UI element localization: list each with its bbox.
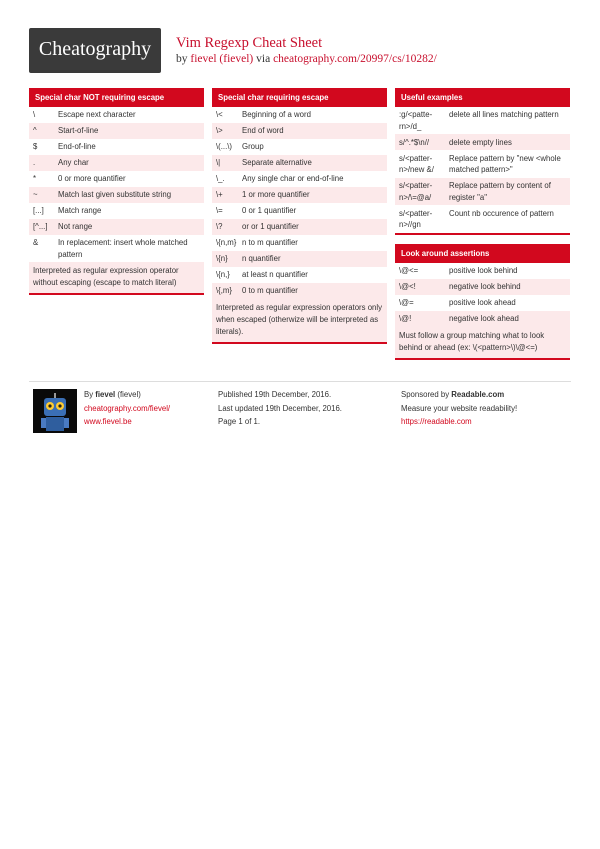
- table-row: [212, 251, 387, 267]
- row-key: .: [33, 158, 36, 168]
- column-3: [395, 88, 570, 369]
- row-value: Group: [242, 142, 264, 152]
- row-value: at least n quantifier: [242, 270, 308, 280]
- row-key: \{n,m}: [216, 238, 237, 248]
- row-key: :g/<pattern>/d_: [399, 110, 433, 131]
- row-key: \{n,}: [216, 270, 230, 280]
- section-title: Special char NOT requiring escape: [29, 88, 204, 107]
- row-key: \?: [216, 222, 223, 232]
- table-rows: [29, 107, 204, 262]
- row-key: [^...]: [33, 222, 48, 232]
- row-value: negative look ahead: [449, 314, 519, 324]
- section-not-escape: [29, 88, 204, 295]
- section-note: Interpreted as regular expression operator without escaping (escape to match literal): [29, 262, 204, 293]
- row-value: Replace pattern by content of register "a": [449, 181, 551, 202]
- table-rows: [212, 107, 387, 299]
- footer-author-name: fievel: [95, 390, 116, 399]
- table-row: [212, 171, 387, 187]
- row-value: positive look behind: [449, 266, 518, 276]
- table-row: [395, 205, 570, 232]
- row-key: *: [33, 174, 37, 184]
- table-row: [29, 139, 204, 155]
- row-value: Any single char or end-of-line: [242, 174, 344, 184]
- table-rows: [395, 107, 570, 233]
- row-value: End-of-line: [58, 142, 96, 152]
- row-key: s/^.*$\n//: [399, 137, 430, 147]
- table-row: [395, 178, 570, 205]
- column-2: [212, 88, 387, 353]
- table-row: [212, 219, 387, 235]
- footer-by: By: [84, 390, 94, 399]
- table-row: [29, 235, 204, 262]
- row-key: ~: [33, 190, 38, 200]
- row-key: \_.: [216, 174, 225, 184]
- row-key: \@!: [399, 314, 412, 324]
- table-rows: [395, 263, 570, 327]
- footer-sponsor-name: Readable.com: [451, 390, 505, 399]
- row-value: End of word: [242, 126, 284, 136]
- table-row: [395, 279, 570, 295]
- footer-author-site-link[interactable]: www.fievel.be: [84, 417, 132, 426]
- row-value: 0 or more quantifier: [58, 174, 126, 184]
- table-row: [395, 295, 570, 311]
- footer-sponsor-text: Measure your website readability!: [401, 403, 518, 413]
- row-key: \: [33, 110, 36, 120]
- row-key: s/<pattern>//gn: [399, 208, 433, 230]
- row-value: Count nb occurence of pattern: [449, 208, 554, 218]
- page-title: Vim Regexp Cheat Sheet: [176, 35, 323, 51]
- row-key: ^: [33, 126, 37, 136]
- cheatography-logo[interactable]: [29, 28, 161, 73]
- byline: [176, 53, 437, 65]
- table-row: [212, 203, 387, 219]
- row-value: or or 1 quantifier: [242, 222, 299, 232]
- table-row: [212, 187, 387, 203]
- section-end-rule: [395, 233, 570, 235]
- table-row: [29, 171, 204, 187]
- row-value: 1 or more quantifier: [242, 190, 310, 200]
- section-end-rule: [212, 342, 387, 344]
- section-note: Must follow a group matching what to look behind or ahead (ex: \(<pattern>\)\@<=): [395, 327, 570, 358]
- footer-sponsor-link[interactable]: https://readable.com: [401, 417, 472, 426]
- row-value: negative look behind: [449, 282, 521, 292]
- table-row: [29, 123, 204, 139]
- footer-author-handle: (fievel): [117, 390, 141, 399]
- row-key: \>: [216, 126, 223, 136]
- table-row: [212, 139, 387, 155]
- table-row: [212, 283, 387, 299]
- robot-avatar-icon: [33, 389, 77, 433]
- row-value: Start-of-line: [58, 126, 99, 136]
- table-row: [29, 107, 204, 123]
- row-key: \{,m}: [216, 286, 233, 296]
- footer-dates: [218, 388, 342, 429]
- row-value: Any char: [58, 158, 89, 168]
- table-row: [395, 263, 570, 279]
- row-value: Not range: [58, 222, 93, 232]
- by-word: by: [176, 53, 188, 65]
- column-1: [29, 88, 204, 304]
- row-key: \@=: [399, 298, 414, 308]
- table-row: [212, 107, 387, 123]
- table-row: [29, 187, 204, 203]
- table-row: [29, 203, 204, 219]
- sheet-url-link[interactable]: cheatography.com/20997/cs/10282/: [273, 53, 437, 65]
- section-end-rule: [29, 293, 204, 295]
- row-key: \@<!: [399, 282, 416, 292]
- table-row: [29, 155, 204, 171]
- footer-sponsor-line: [401, 388, 517, 402]
- footer-published: Published 19th December, 2016.: [218, 390, 332, 399]
- table-row: [212, 155, 387, 171]
- row-key: s/<pattern>/new &/: [399, 153, 434, 175]
- row-value: Beginning of a word: [242, 110, 311, 120]
- via-word: via: [256, 53, 271, 65]
- logo-text: Cheatography: [38, 38, 152, 60]
- author-avatar: [33, 389, 77, 433]
- section-lookaround: [395, 244, 570, 360]
- section-escape: [212, 88, 387, 344]
- footer-sponsor: [401, 388, 517, 429]
- table-row: [395, 150, 570, 177]
- row-value: 0 or 1 quantifier: [242, 206, 297, 216]
- row-value: Replace pattern by "new <whole matched pattern>": [449, 153, 561, 175]
- author-link[interactable]: fievel (fievel): [190, 53, 254, 65]
- footer-updated: Last updated 19th December, 2016.: [218, 403, 342, 413]
- row-value: delete empty lines: [449, 137, 512, 147]
- row-value: Match range: [58, 206, 102, 216]
- row-key: \+: [216, 190, 223, 200]
- table-row: [395, 107, 570, 134]
- footer-divider: [29, 381, 571, 382]
- row-value: delete all lines matching pattern: [449, 110, 559, 120]
- row-value: 0 to m quantifier: [242, 286, 298, 296]
- table-row: [212, 123, 387, 139]
- table-row: [212, 235, 387, 251]
- section-title: Special char requiring escape: [212, 88, 387, 107]
- row-value: positive look ahead: [449, 298, 516, 308]
- footer-page: Page 1 of 1.: [218, 417, 261, 426]
- row-key: \@<=: [399, 266, 419, 276]
- row-value: Match last given substitute string: [58, 190, 172, 200]
- footer-author-profile-link[interactable]: cheatography.com/fievel/: [84, 403, 171, 413]
- table-row: [212, 267, 387, 283]
- footer-author: [84, 388, 170, 429]
- section-title: Look around assertions: [395, 244, 570, 263]
- row-key: \=: [216, 206, 223, 216]
- footer-author-line: [84, 388, 170, 402]
- row-key: $: [33, 142, 38, 152]
- row-key: &: [33, 238, 39, 248]
- footer-sponsored-by: Sponsored by: [401, 390, 450, 399]
- section-end-rule: [395, 358, 570, 360]
- section-title: Useful examples: [395, 88, 570, 107]
- row-key: \|: [216, 158, 221, 168]
- row-value: n quantifier: [242, 254, 281, 264]
- row-key: s/<pattern>/\=@a/: [399, 181, 433, 202]
- row-value: Escape next character: [58, 110, 136, 120]
- row-key: \<: [216, 110, 223, 120]
- row-value: n to m quantifier: [242, 238, 298, 248]
- row-key: \{n}: [216, 254, 228, 264]
- row-value: In replacement: insert whole matched pattern: [58, 238, 188, 259]
- table-row: [395, 311, 570, 327]
- table-row: [29, 219, 204, 235]
- table-row: [395, 134, 570, 150]
- row-value: Separate alternative: [242, 158, 312, 168]
- section-examples: [395, 88, 570, 235]
- section-note: Interpreted as regular expression operators only when escaped (otherwize will be interpreted as literals).: [212, 299, 387, 342]
- row-key: [...]: [33, 206, 44, 216]
- row-key: \(...\): [216, 142, 233, 152]
